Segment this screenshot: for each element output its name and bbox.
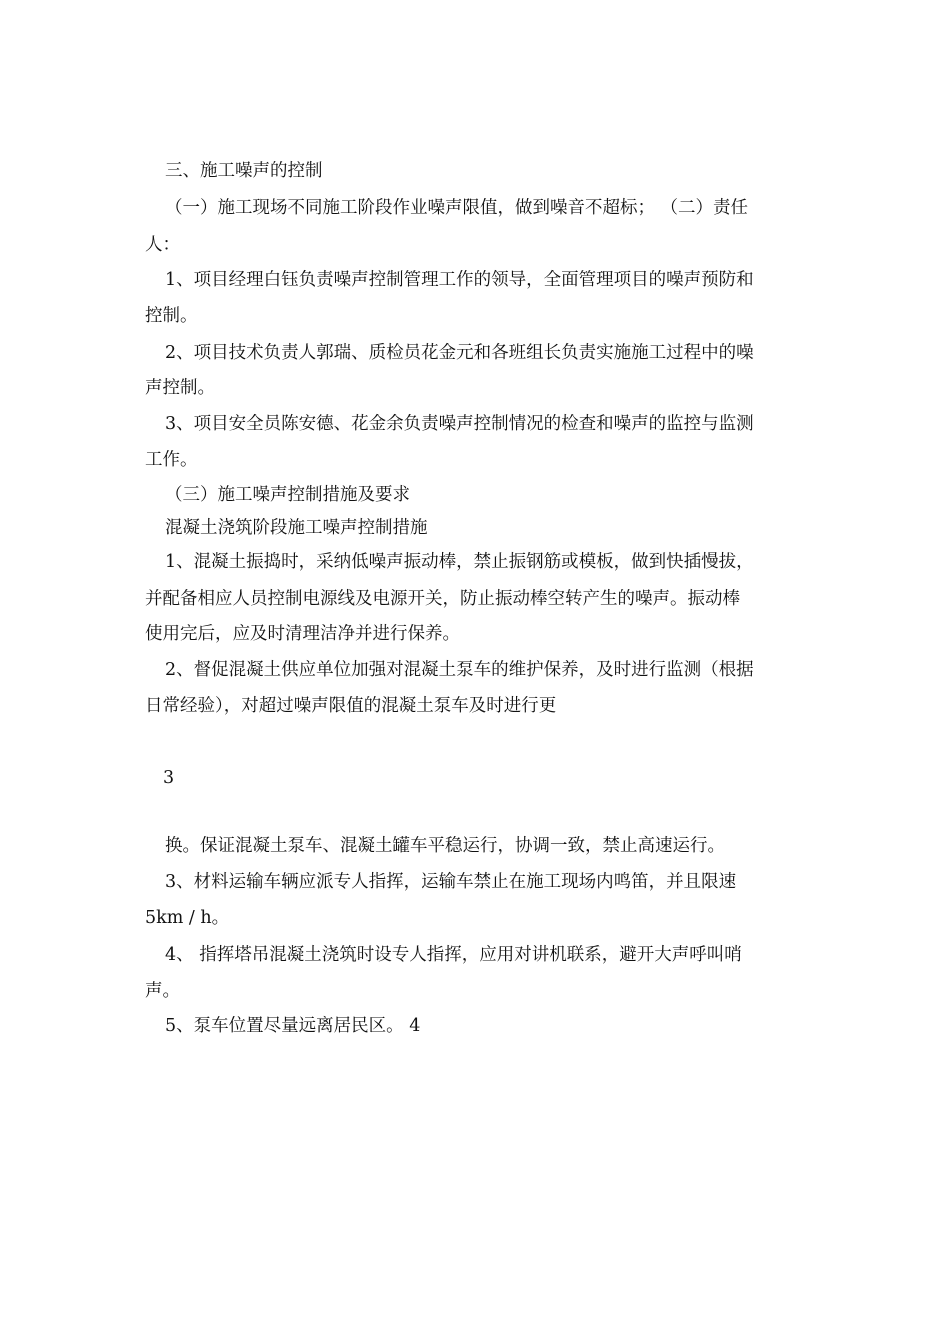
page-number: 3 — [163, 768, 175, 788]
subsection-heading: （三）施工噪声控制措施及要求 — [165, 485, 410, 505]
paragraph-line: 2、督促混凝土供应单位加强对混凝土泵车的维护保养，及时进行监测（根据 — [165, 660, 754, 680]
paragraph-line: 声。 — [145, 981, 180, 1001]
paragraph-line: 并配备相应人员控制电源线及电源开关，防止振动棒空转产生的噪声。振动棒 — [145, 589, 740, 609]
paragraph-line: 工作。 — [145, 450, 198, 470]
paragraph-line: 5km / h。 — [145, 908, 230, 928]
paragraph-line: 1、项目经理白钰负责噪声控制管理工作的领导，全面管理项目的噪声预防和 — [165, 270, 754, 290]
paragraph-line: 换。保证混凝土泵车、混凝土罐车平稳运行，协调一致，禁止高速运行。 — [165, 836, 725, 856]
paragraph-line: 人： — [145, 235, 180, 255]
paragraph-line: 使用完后，应及时清理洁净并进行保养。 — [145, 624, 460, 644]
paragraph-line: 3、材料运输车辆应派专人指挥，运输车禁止在施工现场内鸣笛，并且限速 — [165, 872, 737, 892]
paragraph-line: 3、项目安全员陈安德、花金余负责噪声控制情况的检查和噪声的监控与监测 — [165, 414, 754, 434]
paragraph-line: 2、项目技术负责人郭瑞、质检员花金元和各班组长负责实施施工过程中的噪 — [165, 343, 754, 363]
paragraph-line: 控制。 — [145, 306, 198, 326]
paragraph-line: 日常经验），对超过噪声限值的混凝土泵车及时进行更 — [145, 696, 557, 716]
subsection-heading: 混凝土浇筑阶段施工噪声控制措施 — [165, 518, 428, 538]
paragraph-line: 4、 指挥塔吊混凝土浇筑时设专人指挥，应用对讲机联系，避开大声呼叫哨 — [165, 945, 742, 965]
paragraph-line: 1、混凝土振捣时，采纳低噪声振动棒，禁止振钢筋或模板，做到快插慢拔， — [165, 552, 754, 572]
section-heading: 三、施工噪声的控制 — [165, 161, 323, 181]
paragraph-line: 声控制。 — [145, 378, 215, 398]
paragraph-line: 5、泵车位置尽量远离居民区。 4 — [165, 1016, 421, 1036]
paragraph-line: （一）施工现场不同施工阶段作业噪声限值，做到噪音不超标； （二）责任 — [165, 198, 749, 218]
